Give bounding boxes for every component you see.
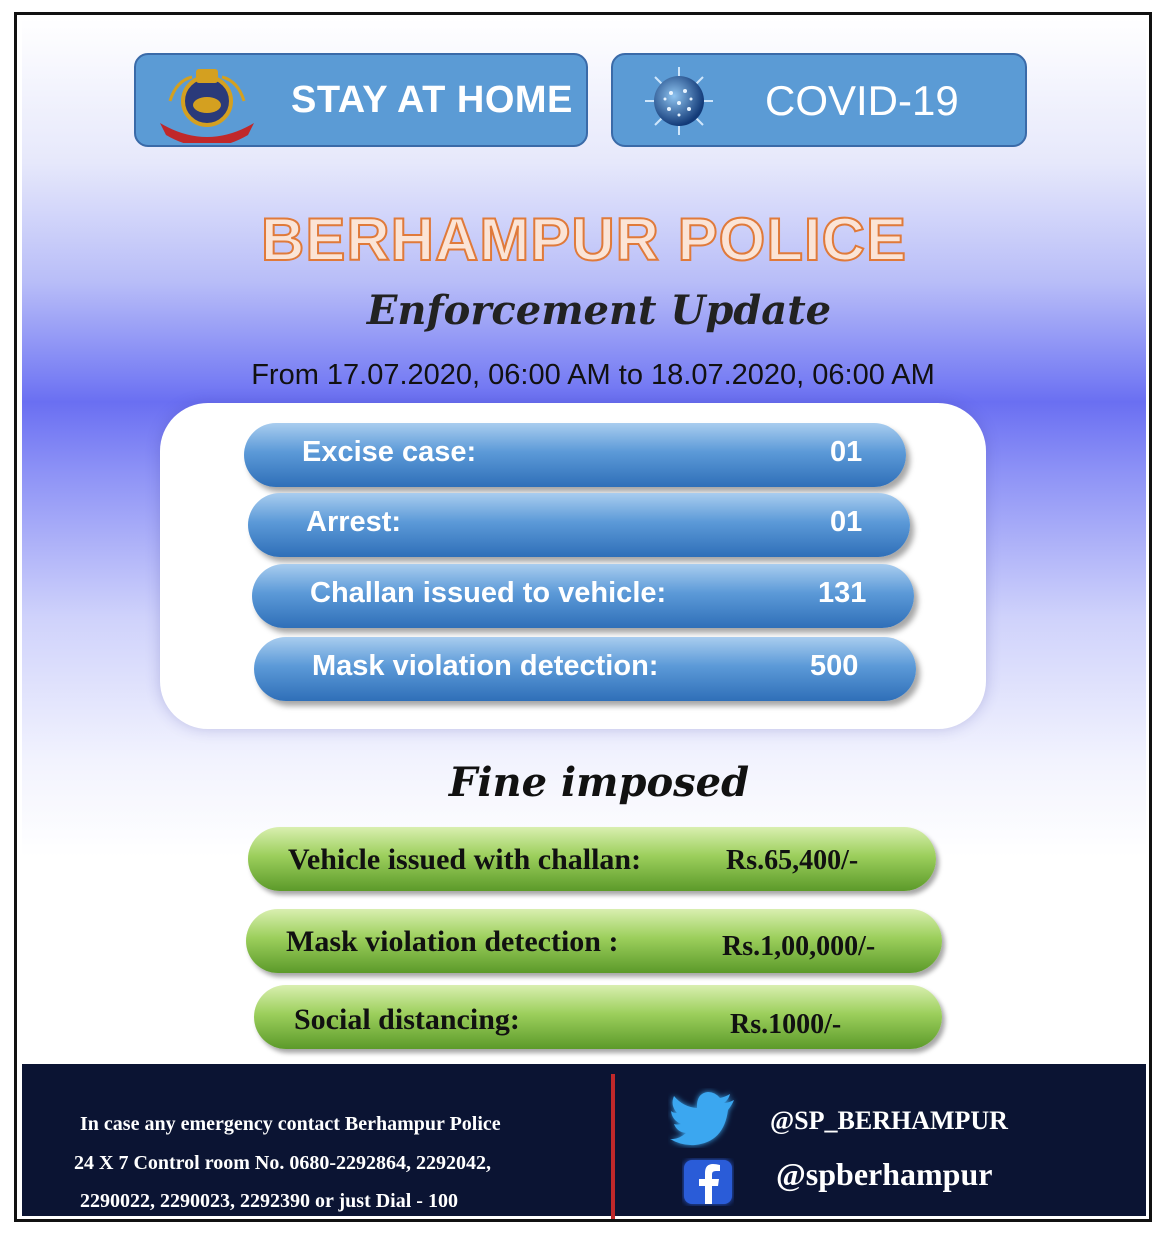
stay-at-home-banner: [134, 53, 588, 147]
stat-value: 01: [830, 436, 863, 468]
stat-label: Mask violation detection:: [312, 650, 659, 682]
twitter-bird-icon[interactable]: [668, 1088, 740, 1148]
page-title: BERHAMPUR POLICE: [260, 206, 908, 273]
fine-label: Social distancing:: [294, 1003, 520, 1036]
footer: [22, 1064, 1146, 1216]
fine-row-vehicle: [248, 827, 936, 891]
stat-value: 01: [830, 506, 863, 538]
emergency-line-2: 24 X 7 Control room No. 0680-2292864, 2292042,: [74, 1152, 492, 1174]
twitter-handle[interactable]: @SP_BERHAMPUR: [770, 1106, 1008, 1135]
emergency-line-3: 2290022, 2290023, 2292390 or just Dial - 100: [80, 1190, 458, 1212]
stat-label: Challan issued to vehicle:: [310, 577, 667, 609]
stat-value: 131: [818, 577, 867, 609]
stat-label: Excise case:: [302, 436, 477, 468]
stat-value: 500: [810, 650, 859, 682]
fine-value: Rs.1,00,000/-: [722, 931, 876, 962]
date-range: From 17.07.2020, 06:00 AM to 18.07.2020, 06:00 AM: [251, 359, 935, 391]
stat-label: Arrest:: [306, 506, 402, 538]
stat-row-mask: [254, 637, 916, 701]
poster-frame: [14, 12, 1152, 1222]
stat-row-arrest: [248, 493, 910, 557]
covid-label: COVID-19: [765, 77, 959, 124]
facebook-f-icon[interactable]: [682, 1158, 734, 1206]
poster: [22, 19, 1146, 1216]
footer-divider: [611, 1074, 615, 1222]
fine-heading: Fine imposed: [448, 759, 750, 806]
fine-value: Rs.1000/-: [730, 1009, 842, 1040]
stat-row-challan: [252, 564, 914, 628]
fine-label: Vehicle issued with challan:: [288, 843, 642, 876]
stat-row-excise: [244, 423, 906, 487]
covid-banner: [611, 53, 1027, 147]
emergency-line-1: In case any emergency contact Berhampur Police: [80, 1113, 501, 1135]
police-emblem-icon: [152, 61, 262, 143]
stay-at-home-label: STAY AT HOME: [291, 79, 573, 121]
subtitle: Enforcement Update: [366, 287, 832, 334]
fine-row-mask: [246, 909, 942, 973]
fine-label: Mask violation detection :: [286, 925, 619, 958]
facebook-handle[interactable]: @spberhampur: [776, 1156, 993, 1192]
coronavirus-icon: [643, 65, 715, 137]
fine-row-distancing: [254, 985, 942, 1049]
fine-value: Rs.65,400/-: [726, 845, 859, 876]
